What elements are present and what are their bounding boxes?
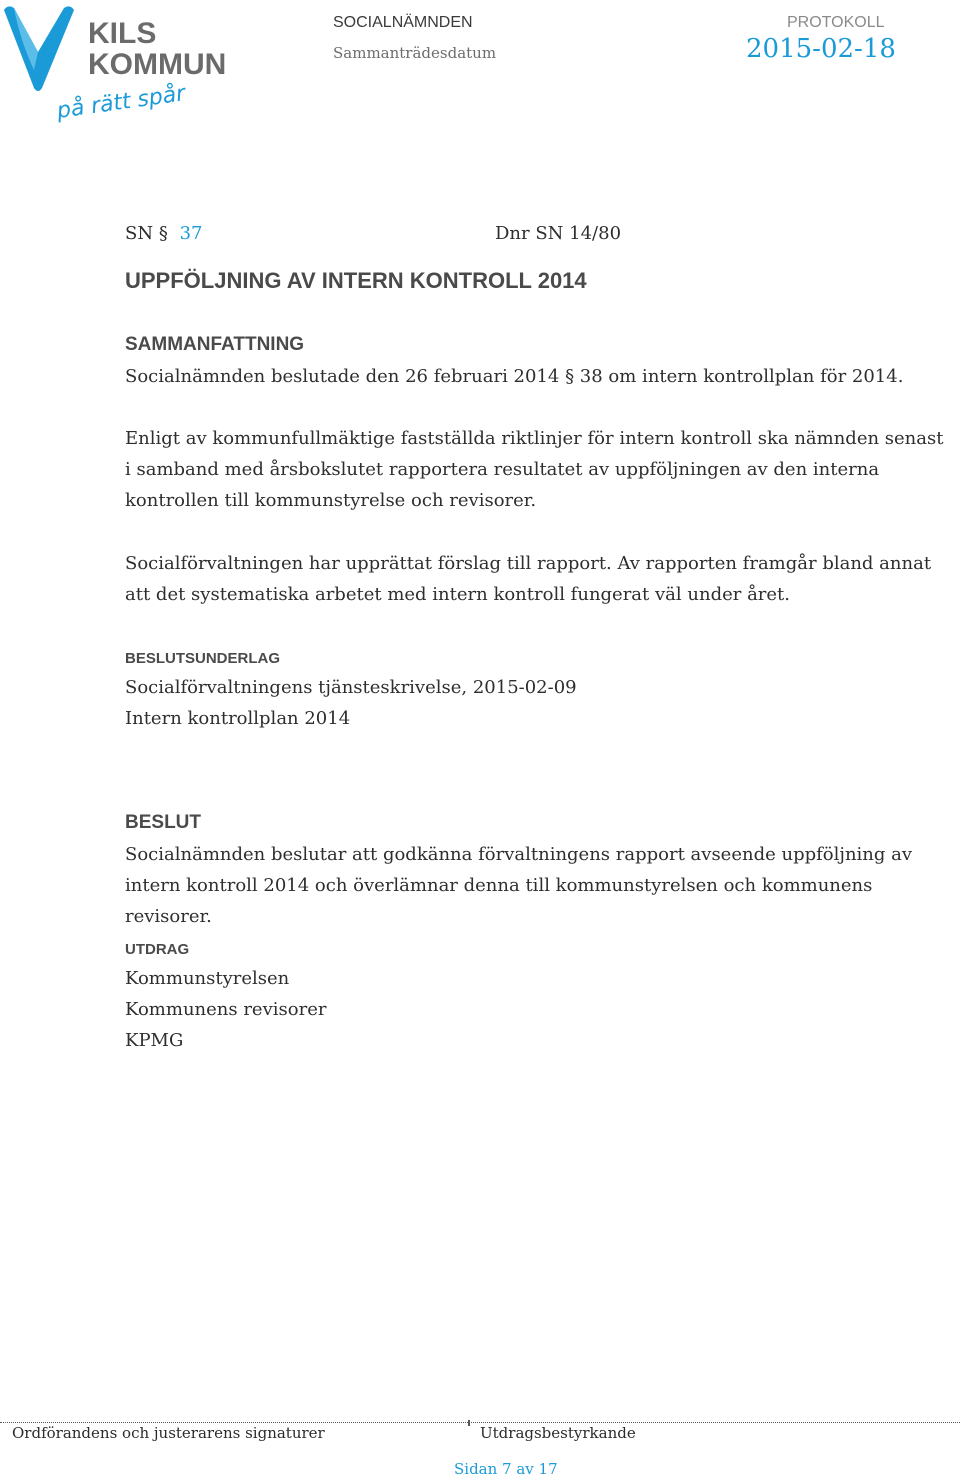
section-number: 37 (179, 223, 203, 244)
paragraph-prefix: SN (125, 223, 154, 244)
summary-heading: SAMMANFATTNING (125, 334, 305, 355)
page-title: UPPFÖLJNING AV INTERN KONTROLL 2014 (125, 268, 587, 293)
summary-paragraph-1: Socialnämnden beslutade den 26 februari 2014 § 38 om intern kontrollplan för 2014. (125, 366, 904, 387)
signature-label: Ordförandens och justerarens signaturer (12, 1424, 325, 1442)
signature-line (0, 1422, 960, 1423)
svg-text:på rätt spår: på rätt spår (55, 81, 187, 124)
extract-certification-label: Utdragsbestyrkande (480, 1424, 636, 1442)
section-sign: § (158, 223, 168, 244)
kils-kommun-logo (0, 0, 240, 140)
organ-name: SOCIALNÄMNDEN (333, 14, 473, 31)
svg-text:KILS: KILS (88, 17, 157, 50)
basis-item: Socialförvaltningens tjänsteskrivelse, 2015-02-09 (125, 677, 577, 698)
basis-item: Intern kontrollplan 2014 (125, 708, 351, 729)
extract-heading: UTDRAG (125, 941, 190, 958)
logo-graphic (0, 0, 240, 140)
summary-paragraph-3: Socialförvaltningen har upprättat förslag till rapport. Av rapporten framgår bland annat att det systematiska arbetet med intern kontroll fungerat väl under året. (125, 553, 932, 605)
meeting-date: 2015-02-18 (746, 34, 896, 64)
decision-text: Socialnämnden beslutar att godkänna förvaltningens rapport avseende uppföljning av intern kontroll 2014 och överlämnar denna till kommunstyrelsen och kommunens revisorer. (125, 844, 913, 927)
page-number: Sidan 7 av 17 (454, 1460, 558, 1478)
paragraph-number (125, 223, 202, 244)
extract-recipient: KPMG (125, 1030, 184, 1051)
date-label: Sammanträdesdatum (333, 44, 497, 62)
signature-divider (468, 1420, 470, 1426)
case-reference: Dnr SN 14/80 (495, 223, 622, 244)
decision-heading: BESLUT (125, 812, 201, 833)
summary-paragraph-2: Enligt av kommunfullmäktige fastställda riktlinjer för intern kontroll ska nämnden senast i samband med årsbokslutet rapportera resultatet av uppföljningen av den interna kontrollen till kommunstyrelse och revisorer. (125, 428, 944, 511)
extract-recipient: Kommunens revisorer (125, 999, 327, 1020)
svg-text:KOMMUN: KOMMUN (88, 48, 227, 81)
extract-recipient: Kommunstyrelsen (125, 968, 290, 989)
document-type: PROTOKOLL (787, 14, 885, 31)
basis-heading: BESLUTSUNDERLAG (125, 650, 281, 667)
